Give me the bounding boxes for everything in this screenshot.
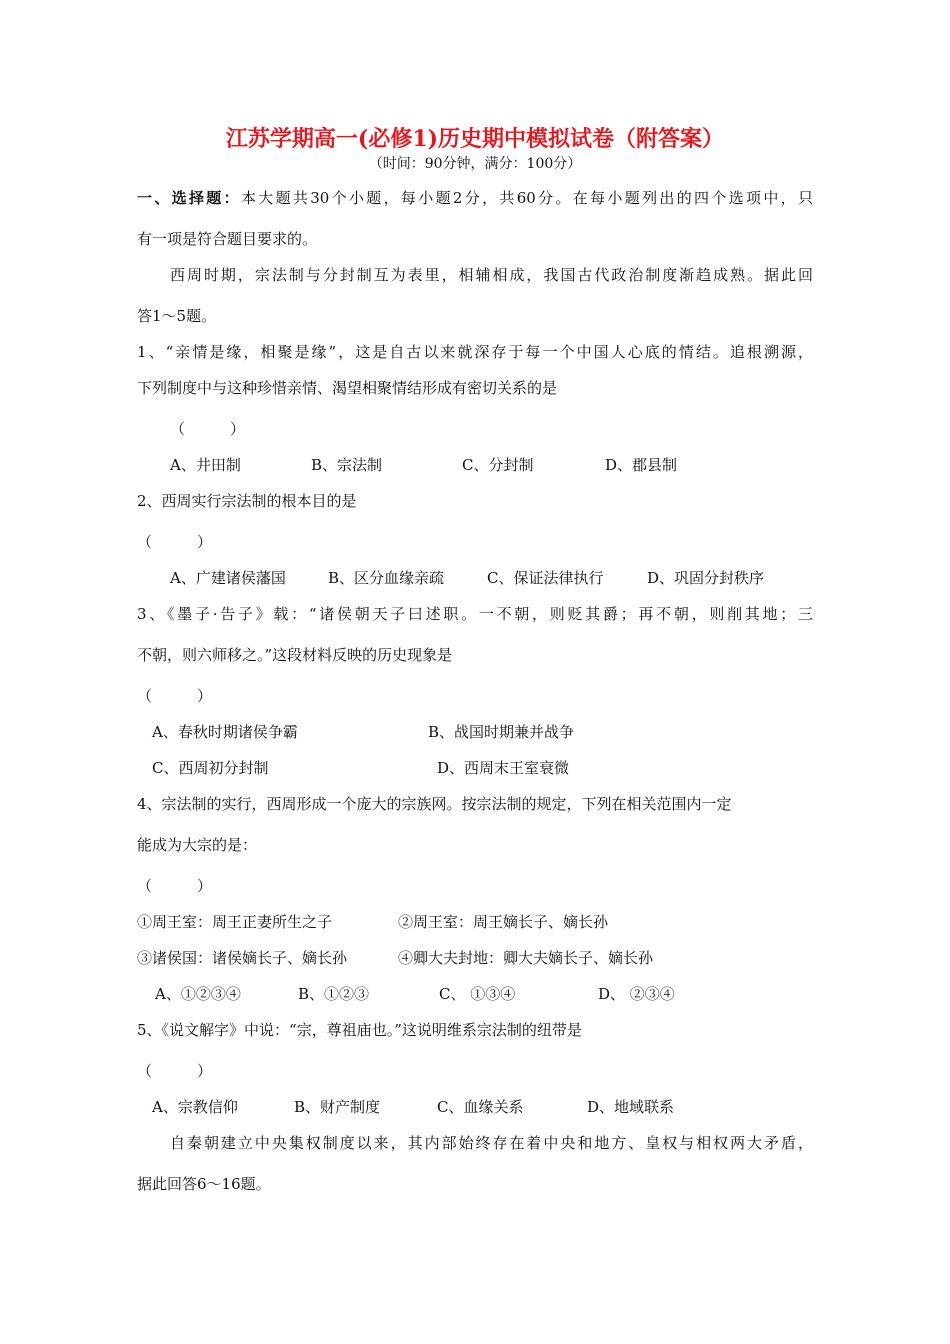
question-4-line-2: 能成为大宗的是： [137, 836, 258, 854]
question-1-option-a: A、井田制 [170, 456, 241, 474]
question-3-line-1: 3、《墨子·告子》载：“诸侯朝天子曰述职。一不朝，则贬其爵；再不朝，则削其地；三 [137, 605, 813, 623]
passage-1-line-1: 西周时期，宗法制与分封制互为表里，相辅相成，我国古代政治制度渐趋成熟。据此回 [170, 266, 813, 284]
question-4-option-a: A、①②③④ [155, 985, 241, 1003]
question-4-item-1: ①周王室：周王正妻所生之子 [137, 913, 333, 931]
question-4-option-d: D、 ②③④ [598, 985, 675, 1003]
question-3-line-2: 不朝，则六师移之。”这段材料反映的历史现象是 [137, 646, 453, 664]
question-1-option-c: C、分封制 [462, 456, 534, 474]
question-3-option-a: A、春秋时期诸侯争霸 [152, 723, 298, 741]
question-5-option-b: B、财产制度 [294, 1098, 381, 1116]
question-4-item-2: ②周王室：周王嫡长子、嫡长孙 [398, 913, 609, 931]
question-2-answer-blank: （ ） [137, 533, 213, 551]
passage-1-line-2: 答1～5题。 [137, 307, 217, 325]
question-1-option-b: B、宗法制 [311, 456, 383, 474]
question-2-line-1: 2、西周实行宗法制的根本目的是 [137, 492, 357, 510]
question-1-line-1: 1、“亲情是缘，相聚是缘”，这是自古以来就深存于每一个中国人心底的情结。追根溯源， [137, 343, 813, 361]
question-3-answer-blank: （ ） [137, 687, 213, 705]
question-1-answer-blank: （ ） [170, 420, 246, 438]
question-2-option-d: D、巩固分封秩序 [647, 569, 765, 587]
section-intro-line-2: 有一项是符合题目要求的。 [137, 230, 318, 248]
question-4-option-b: B、①②③ [298, 985, 370, 1003]
question-1-option-d: D、郡县制 [605, 456, 678, 474]
question-4-line-1: 4、宗法制的实行，西周形成一个庞大的宗族网。按宗法制的规定，下列在相关范围内一定 [137, 795, 732, 813]
question-5-option-c: C、血缘关系 [437, 1098, 524, 1116]
section-heading: 一、选择题： [137, 189, 241, 207]
question-5-line-1: 5、《说文解字》中说：“宗，尊祖庙也。”这说明维系宗法制的纽带是 [137, 1021, 582, 1039]
question-5-option-d: D、地域联系 [587, 1098, 675, 1116]
question-4-item-3: ③诸侯国：诸侯嫡长子、嫡长孙 [137, 949, 348, 967]
question-1-line-2: 下列制度中与这种珍惜亲情、渴望相聚情结形成有密切关系的是 [137, 379, 558, 397]
question-4-item-4: ④卿大夫封地：卿大夫嫡长子、嫡长孙 [398, 949, 654, 967]
section-intro-line-1: 一、选择题：本大题共30个小题，每小题2分，共60分。在每小题列出的四个选项中，只 [137, 189, 813, 207]
question-2-option-b: B、区分血缘亲疏 [328, 569, 445, 587]
question-5-option-a: A、宗教信仰 [152, 1098, 238, 1116]
question-3-option-c: C、西周初分封制 [152, 759, 269, 777]
question-3-option-b: B、战国时期兼并战争 [428, 723, 575, 741]
question-2-option-a: A、广建诸侯藩国 [170, 569, 286, 587]
passage-2-line-2: 据此回答6～16题。 [137, 1175, 271, 1193]
page-subtitle: （时间：90分钟，满分：100分） [368, 156, 582, 172]
page-title: 江苏学期高一(必修1)历史期中模拟试卷（附答案） [225, 126, 725, 152]
question-4-option-c: C、 ①③④ [439, 985, 516, 1003]
question-4-answer-blank: （ ） [137, 877, 213, 895]
passage-2-line-1: 自秦朝建立中央集权制度以来，其内部始终存在着中央和地方、皇权与相权两大矛盾， [170, 1134, 813, 1152]
question-3-option-d: D、西周末王室衰微 [437, 759, 570, 777]
question-2-option-c: C、保证法律执行 [487, 569, 604, 587]
question-5-answer-blank: （ ） [137, 1062, 213, 1080]
